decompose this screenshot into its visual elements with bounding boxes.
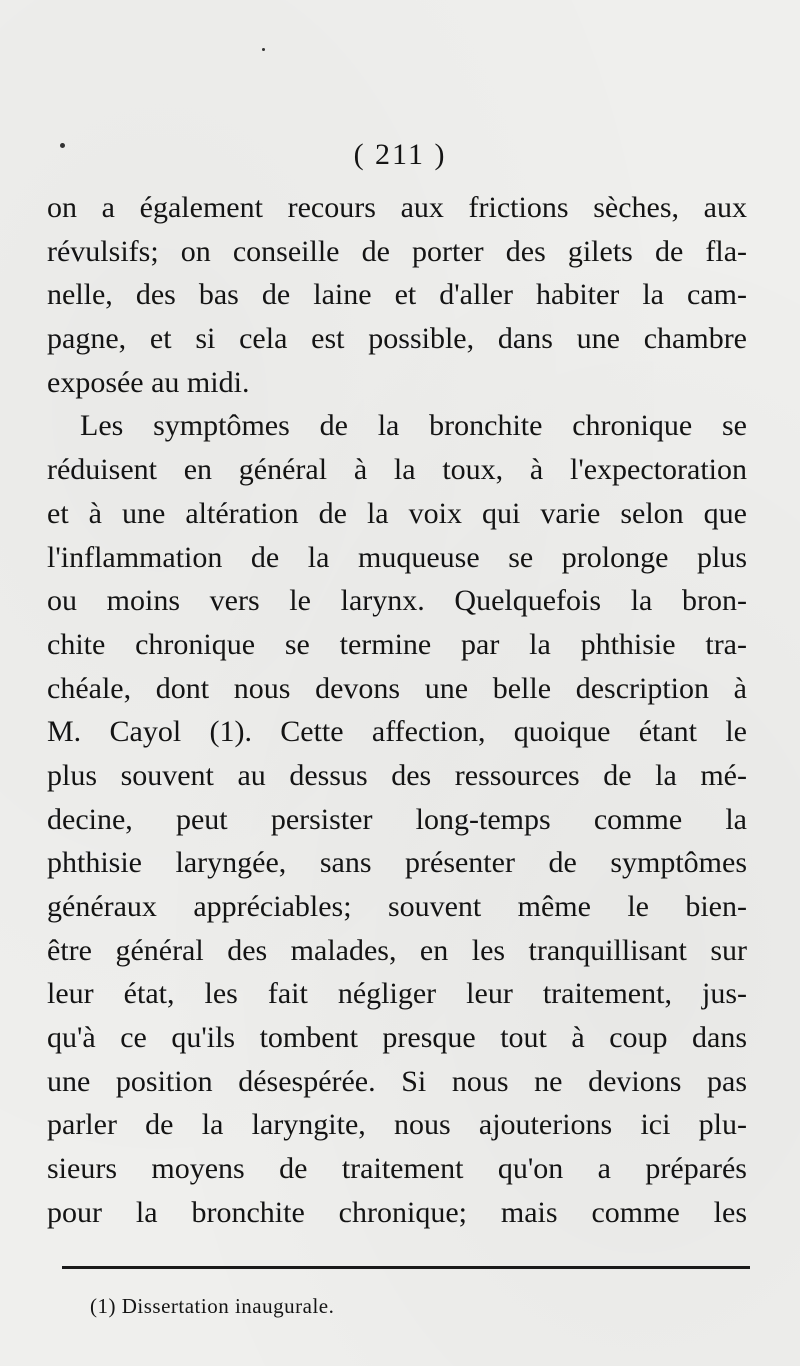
text-line: chéale, dont nous devons une belle description à bbox=[47, 671, 747, 705]
text-line: ou moins vers le larynx. Quelquefois la bron- bbox=[47, 584, 747, 618]
text-line: phthisie laryngée, sans présenter de symptômes bbox=[47, 846, 747, 880]
text-line: exposée au midi. bbox=[47, 365, 250, 399]
text-line: decine, peut persister long-temps comme la bbox=[47, 802, 747, 836]
text-line: réduisent en général à la toux, à l'expectoration bbox=[47, 453, 747, 487]
text-line: M. Cayol (1). Cette affection, quoique étant le bbox=[47, 715, 747, 749]
text-line: chite chronique se termine par la phthisie tra- bbox=[47, 627, 747, 661]
text-line: sieurs moyens de traitement qu'on a préparés bbox=[47, 1152, 747, 1186]
paragraph-start-line: Les symptômes de la bronchite chronique se bbox=[80, 409, 747, 443]
text-line: pour la bronchite chronique; mais comme les bbox=[47, 1195, 747, 1229]
ink-speck bbox=[262, 48, 265, 51]
text-line: être général des malades, en les tranquillisant sur bbox=[47, 933, 747, 967]
text-line: révulsifs; on conseille de porter des gilets de fla- bbox=[47, 234, 747, 268]
footnote-divider bbox=[62, 1266, 750, 1269]
text-line: qu'à ce qu'ils tombent presque tout à coup dans bbox=[47, 1021, 747, 1055]
text-line: l'inflammation de la muqueuse se prolonge plus bbox=[47, 540, 747, 574]
text-line: on a également recours aux frictions sèches, aux bbox=[47, 191, 747, 224]
text-line: une position désespérée. Si nous ne devions pas bbox=[47, 1064, 747, 1098]
page-number: ( 211 ) bbox=[353, 138, 447, 171]
text-line: leur état, les fait négliger leur traitement, jus- bbox=[47, 977, 747, 1011]
text-line: plus souvent au dessus des ressources de la mé- bbox=[47, 758, 747, 792]
text-line: nelle, des bas de laine et d'aller habiter la cam- bbox=[47, 278, 747, 312]
text-line: pagne, et si cela est possible, dans une chambre bbox=[47, 322, 747, 356]
footnote: (1) Dissertation inaugurale. bbox=[90, 1294, 335, 1318]
text-line: généraux appréciables; souvent même le bien- bbox=[47, 890, 747, 923]
body-text bbox=[47, 186, 747, 1235]
text-line: et à une altération de la voix qui varie selon que bbox=[47, 496, 747, 530]
text-line: parler de la laryngite, nous ajouterions ici plu- bbox=[47, 1108, 747, 1142]
